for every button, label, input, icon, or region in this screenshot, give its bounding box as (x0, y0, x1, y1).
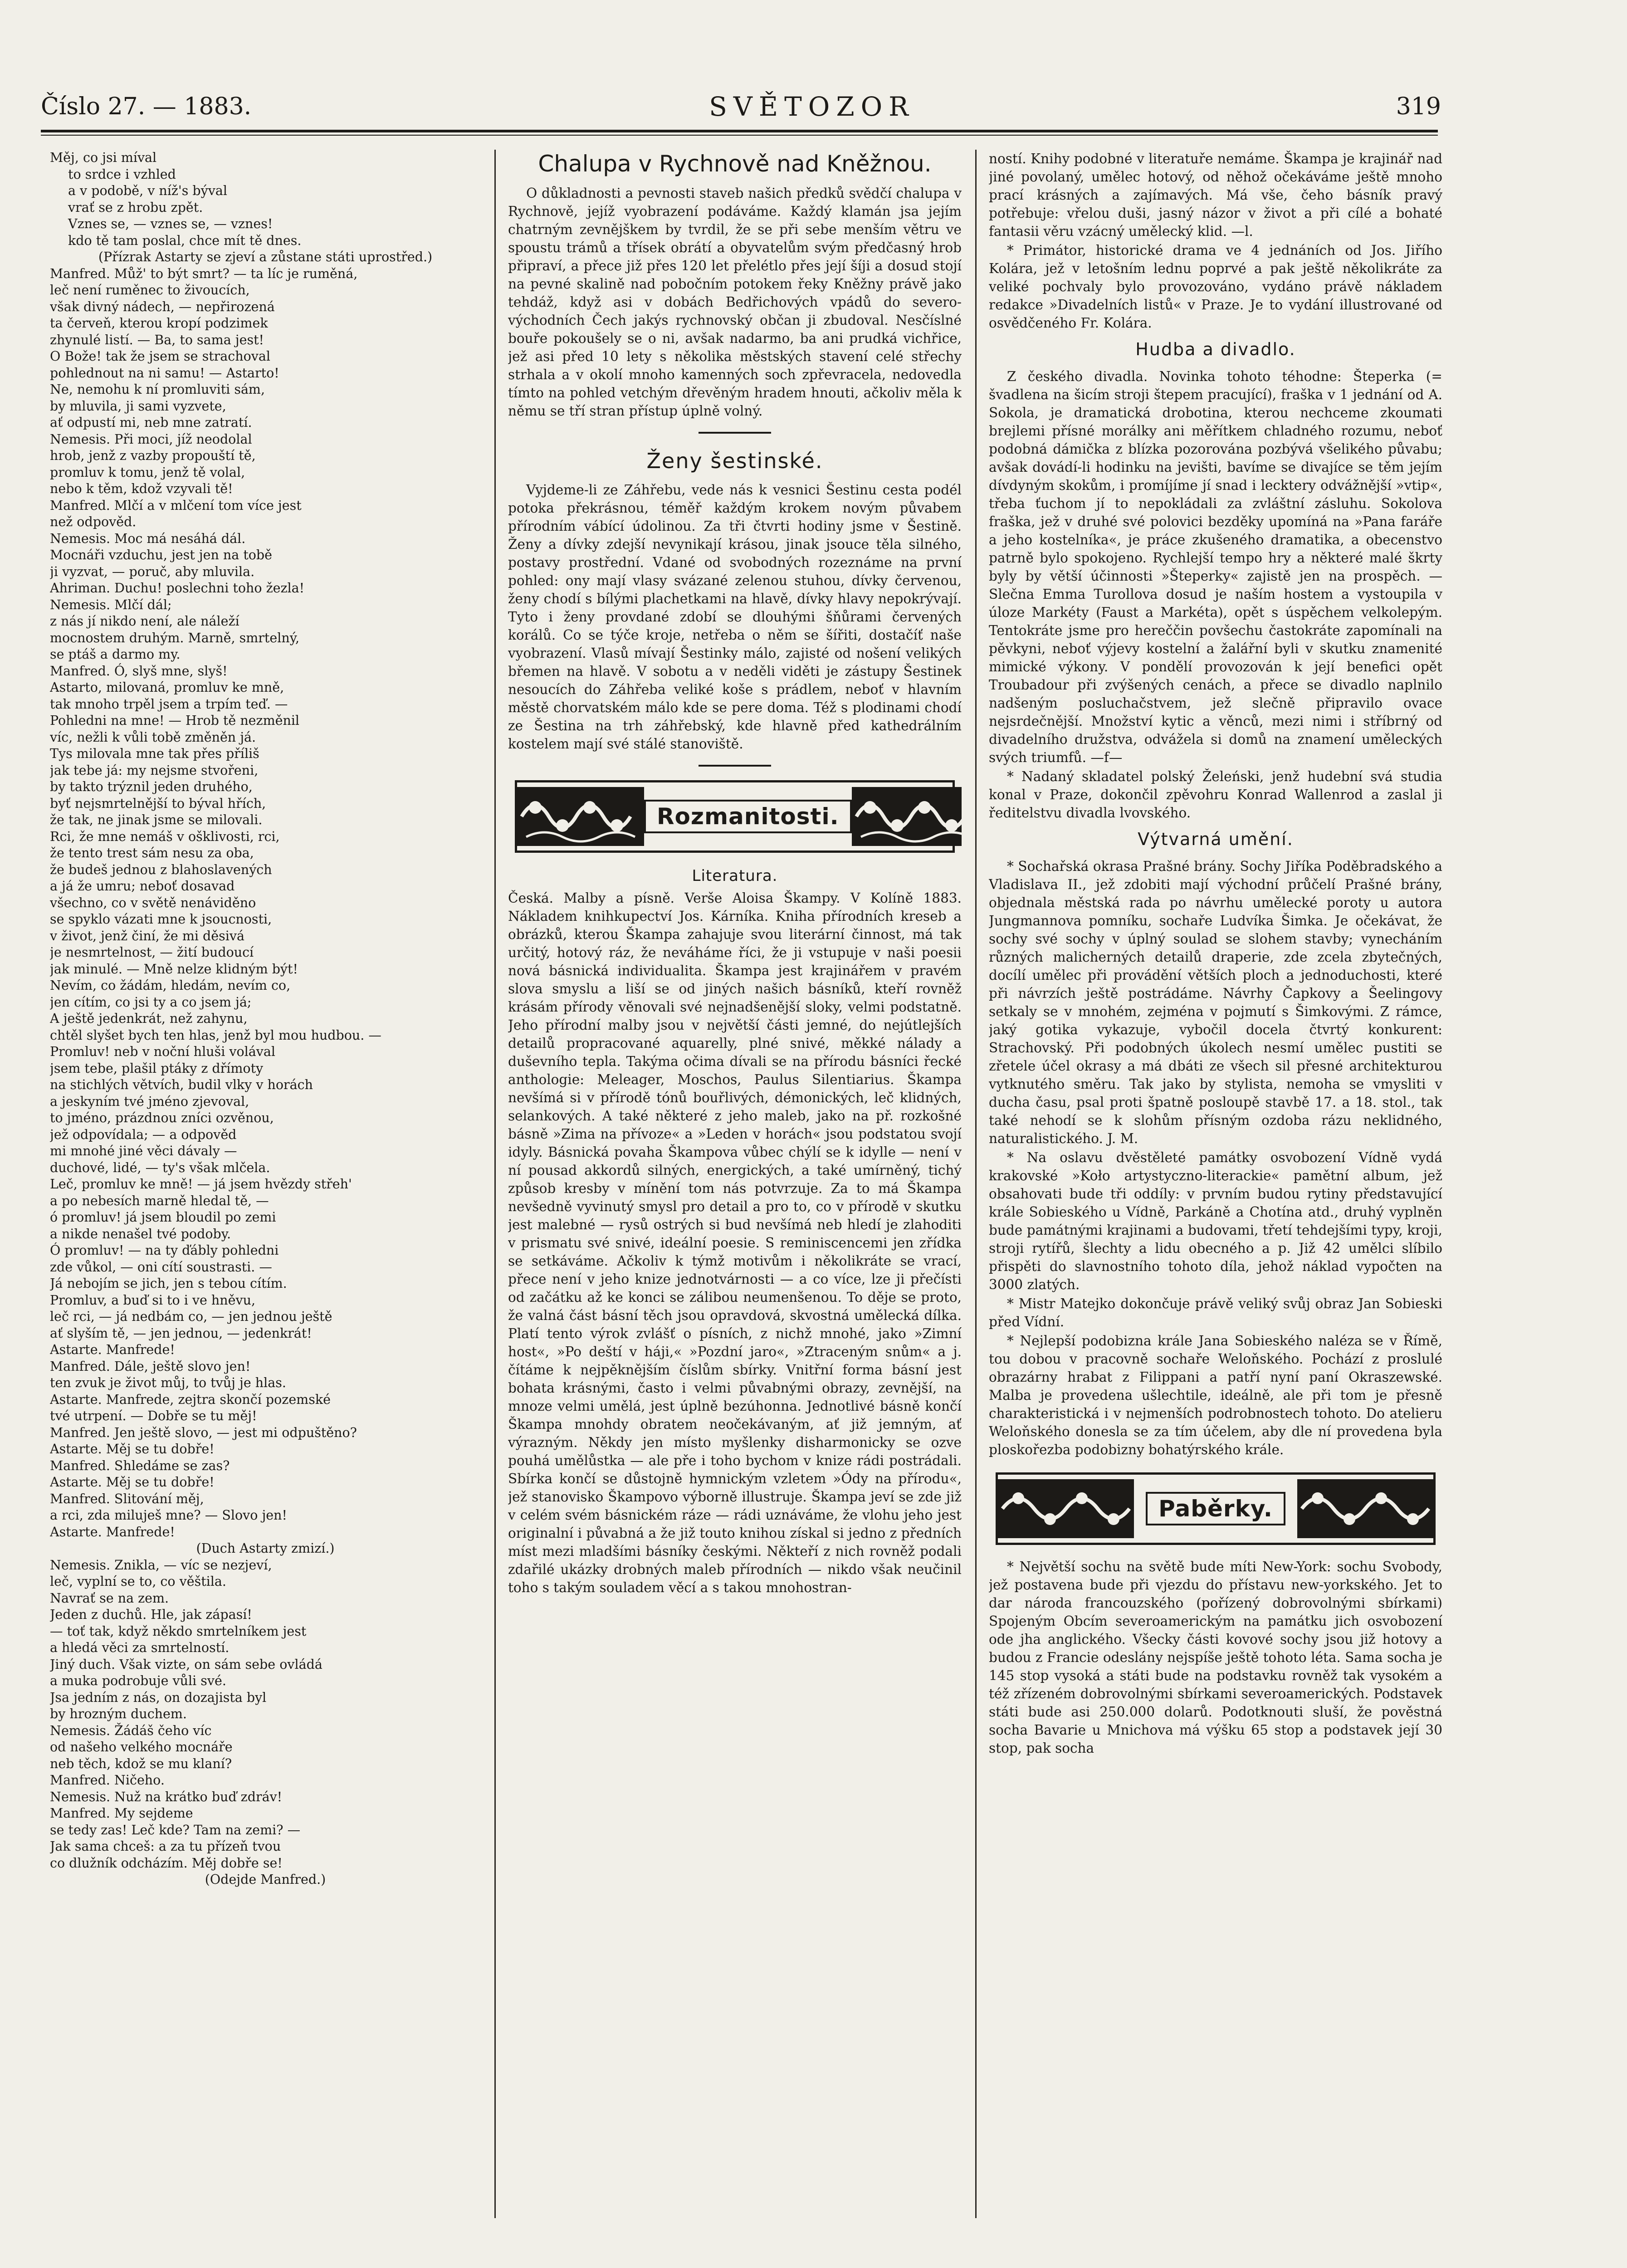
verse-line: a rci, zda miluješ mne? — Slovo jen! (50, 1508, 287, 1523)
verse-line: chtěl slyšet bych ten hlas, jenž byl mou hudbou. — (50, 1027, 381, 1043)
verse-line: ó promluv! já jsem bloudil po zemi (50, 1210, 276, 1225)
verse-line: a po nebesích marně hledal tě, — (50, 1193, 269, 1208)
verse-line: Astarte. Měj se tu dobře! (50, 1475, 215, 1490)
verse-line: Manfred. Ničeho. (50, 1773, 165, 1788)
verse-line: Manfred. Ó, slyš mne, slyš! (50, 663, 228, 679)
verse-line: nebo k těm, kdož vzyvali tě! (50, 481, 233, 496)
article-text: Z českého divadla. Novinka tohoto téhodne: Šteperka (= švadlena na šicím stroji štepem pracující), fraška v 1 jednání od A. Sokola, je dramatická drobotina, kterou nechceme zkoumati brejlemi přísné morálky ani měřítkem chladného rozumu, neboť podobná dámička z blízka pozorována pozbývá všelikého půvabu; avšak dovádí-li hodinku na jevišti, bavíme se divajíce se těm jejím dívdyným skokům, i promíjíme jí snad i lecktery odvážnější »vtip«, třeba ťuchom jí to nepokládali za zvláštní zásluhu. Sokolova fraška, jež v druhé své polovici bezděky upomíná na »Pana faráře a jeho kostelníka«, je práce zkušeného dramatika, a obecenstvo patrně bylo spokojeno. Rychlejší tempo hry a některé malé škrty byly by větší účinnosti »Šteperky« zajistě jen na prospěch. — Slečna Emma Turollova dosud je naším hostem a vystoupila v úloze Markéty (Faust a Markéta), opět s úspěchem velkolepým. Tentokráte jsme pro hereččin povšechu častokráte zapomínali na pěvkyni, neboť výjevy kostelní a žalářní byli v skutku znamenité mimické výkony. V pondělí provozován k její benefici opět Troubadour při zvýšených cenách, a přece se divadlo naplnilo nadšeným posluchačstvem, jež slečně připravilo ovace nejsrdečnější. Množství kytic a věnců, mezi nimi i stříbrný od divadelního družstva, odvážela si domů na znamení uměleckých svých triumfů. —f— (989, 369, 1442, 765)
verse-line: že tak, ne jinak jsme se milovali. (50, 812, 263, 827)
verse-line: neb těch, kdož se mu klaní? (50, 1756, 232, 1771)
verse-line: od našeho velkého mocnáře (50, 1740, 233, 1755)
verse-line: jež odpovídala; — a odpověd (50, 1127, 237, 1142)
verse-line: Leč, promluv ke mně! — já jsem hvězdy střeh' (50, 1177, 352, 1192)
verse-line: na stichlých větvích, budil vlky v horách (50, 1077, 313, 1092)
verse-line: kdo tě tam poslal, chce mít tě dnes. (68, 233, 302, 248)
verse-line: z nás jí nikdo není, ale náleží (50, 614, 239, 629)
verse-line: všechno, co v světě nenáviděno (50, 895, 256, 910)
verse-line: Nemesis. Moc má nesáhá dál. (50, 531, 246, 546)
verse-line: Astarte. Manfrede! (50, 1524, 175, 1540)
verse-line: Manfred. Můž' to být smrt? — ta líc je ruměná, (50, 266, 358, 281)
verse-line: (Odejde Manfred.) (205, 1872, 326, 1887)
verse-line: Nemesis. Při moci, jíž neodolal (50, 431, 252, 447)
verse-line: (Duch Astarty zmizí.) (196, 1541, 335, 1556)
verse-line: se ptáš a darmo my. (50, 647, 181, 662)
article-text: * Největší sochu na světě bude míti New-York: sochu Svobody, jež postavena bude při vjezdu do přístavu new-yorkského. Jet to dar národa francouzského (pořízený dobrovolnými sbírkami) Spojeným Obcím severoamerickým na památku jich osvobození ode jha anglického. Všecky části kovové sochy jsou již hotovy a budou z Francie odeslány nejspíše ještě tohoto léta. Sama socha je 145 stop vysoká a státi bude na podstavku rovněž tak vysokém a též zřízeném dobrovolnými sbírkami severoamerických. Podstavek státi bude asi 250.000 dolarů. Podotknouti sluší, že pověstná socha Bavarie u Mnichova má výšku 65 stop a podstavek její 30 stop, pak socha (989, 1559, 1442, 1756)
verse-line: se spyklo vázati mne k jsoucnosti, (50, 912, 272, 927)
verse-line: Astarto, milovaná, promluv ke mně, (50, 680, 284, 695)
verse-line: Jak sama chceš: a za tu přízeň tvou (50, 1839, 281, 1854)
verse-line: že tento trest sám nesu za oba, (50, 846, 254, 860)
verse-line: Astarte. Manfrede, zejtra skončí pozemské (50, 1392, 331, 1407)
verse-line: zhynulé listí. — Ba, to sama jest! (50, 332, 264, 347)
section-title: Výtvarná umění. (1138, 829, 1294, 849)
verse-line: Manfred. Mlčí a v mlčení tom více jest (50, 498, 302, 513)
verse-line: a jeskyním tvé jméno zjevoval, (50, 1094, 249, 1109)
article-title: Ženy šestinské. (646, 449, 823, 473)
verse-line: leč není ruměnec to živoucích, (50, 283, 250, 298)
verse-line: Manfred. My sejdeme (50, 1806, 193, 1821)
page-number: 319 (1396, 93, 1441, 120)
verse-line: pohlednout na ni samu! — Astarto! (50, 365, 279, 381)
verse-line: Vznes se, — vznes se, — vznes! (68, 216, 273, 231)
verse-line: víc, nežli k vůli tobě změněn já. (50, 729, 256, 745)
verse-line: se tedy zas! Leč kde? Tam na zemi? — (50, 1822, 301, 1838)
verse-line: a hledá věci za smrtelností. (50, 1640, 230, 1655)
verse-line: jak minulé. — Mně nelze klidným být! (50, 961, 298, 977)
verse-line: Nemesis. Znikla, — víc se nezjeví, (50, 1557, 272, 1573)
verse-line: Ne, nemohu k ní promluviti sám, (50, 382, 265, 397)
paberky-banner (996, 1472, 1436, 1545)
verse-line: Promluv! neb v noční hluši volával (50, 1044, 275, 1059)
article-text: * Na oslavu dvěstěleté památky osvobození Vídně vydá krakovské »Koło artystyczno-literackie« pamětní album, jež obsahovati bude tři oddíly: v prvním budou rytiny představující krále Sobieského u Vídně, Parkáně a Chotína atd., druhý vyplněn bude památnými krajinami a budovami, třetí tehdejšími typy, kroji, stroji rytířů, šlechty a lidu obecného a p. Již 42 umělci slíbilo přispěti do slavnostního tohoto díla, jehož náklad vypočten na 3000 zlatých. (989, 1150, 1442, 1292)
header-rule-thin (41, 135, 1438, 136)
article-text: * Primátor, historické drama ve 4 jednáních od Jos. Jiřího Kolára, jež v letošním lednu poprvé a pak ještě několikráte za veliké pochvaly bylo provozováno, vydáno právě nákladem redakce »Divadelních listů« v Praze. Je to vydání illustrované od osvědčeného Fr. Kolára. (989, 243, 1442, 331)
verse-line: Ó promluv! — na ty ďábly pohledni (50, 1243, 279, 1258)
column-divider (975, 150, 977, 2218)
article-title: Chalupa v Rychnově nad Kněžnou. (538, 151, 932, 177)
verse-line: ten zvuk je život můj, to tvůj je hlas. (50, 1375, 286, 1390)
verse-line: jsem tebe, plašil ptáky z dřímoty (50, 1061, 264, 1076)
verse-line: O Bože! tak že jsem se strachoval (50, 349, 270, 364)
verse-line: jen cítím, co jsi ty a co jsem já; (50, 994, 252, 1010)
verse-line: Nemesis. Mlčí dál; (50, 597, 172, 612)
subsection-title: Literatura. (692, 867, 778, 885)
verse-line: by hrozným duchem. (50, 1706, 187, 1721)
verse-line: je nesmrtelnost, — žití budoucí (50, 945, 254, 960)
column-divider (494, 150, 496, 2218)
article-text: Vyjdeme-li ze Záhřebu, vede nás k vesnici Šestinu cesta podél potoka překrásnou, téměř každým krokem novým půvabem přírodním vábící údolinou. Za tři čtvrti hodiny jsme v Šestině. Ženy a dívky zdejší nevynikají krásou, jinak jsouce těla silného, postavy prostřední. Vdané od svobodných rozeznáme na první pohled: ony mají vlasy svázané zelenou stuhou, dívky červenou, ženy chodí s bílými plachetkami na hlavě, dívky hlavy nepokrývají. Tyto i ženy provdané zdobí se dlouhými šňůrami červených korálů. Co se týče kroje, netřeba o něm se šířiti, dostačíť naše vyobrazení. Vlasů mívají Šestinky málo, zajisté od nošení velikých břemen na hlavě. V sobotu a v neděli viděti je zástupy Šestinek nesoucích do Záhřeba veliké koše s prádlem, neboť v hlavním městě chorvatském málo kde se pere doma. Též s plodinami chodí ze Šestina na trh záhřebský, kde hlavně před kathedrálním kostelem mají své stálé stanoviště. (508, 482, 962, 752)
issue-number: Číslo 27. — 1883. (41, 93, 252, 120)
verse-line: Navrať se na zem. (50, 1590, 169, 1606)
verse-line: než odpověd. (50, 514, 137, 529)
section-title: Hudba a divadlo. (1135, 339, 1296, 359)
article-text: O důkladnosti a pevnosti staveb našich předků svědčí chalupa v Rychnově, jejíž vyobrazení podáváme. Každý klamán jsa jejím chatrným zevnějškem by tvrdil, že se při sebe menším větru ve spoustu trámů a třísek obrátí a obyvatelům svým předčasný hrob připraví, a přece již přes 120 let přelétlo přes její šíji a dosud stojí na pevné skalině nad pobočním potokem řeky Kněžny právě jako tehdáž, když asi v dobách Bedřichových vpádů do severo-východních Čech jakýs rychnovský občan ji zbudoval. Nesčíslné bouře pokoušely se o ni, avšak nadarmo, ba ani prudká vichřice, jež asi před 10 lety s několika městských stavení celé střechy strhala a v okolí mnoho kamenných soch zpřevracela, nedovedla tímto na pohled vetchým dřevěným hradem hnouti, ačkoliv měla k němu se tří stran přístup úplně volný. (508, 186, 962, 419)
verse-line: Nemesis. Žádáš čeho víc (50, 1723, 212, 1738)
verse-line: hrob, jenž z vazby propouští tě, (50, 448, 256, 463)
verse-column (50, 150, 481, 2248)
verse-line: Jeden z duchů. Hle, jak zápasí! (50, 1607, 252, 1622)
article-text: Česká. Malby a písně. Verše Aloisa Škampy. V Kolíně 1883. Nákladem knihkupectví Jos. Kárníka. Kniha přírodních kreseb a obrázků, kterou Škampa zahajuje svou literární činnost, má tak určitý, hotový ráz, že neváháme říci, že ji vstupuje v naši poesii nová básnická individualita. Škampa jest krajinářem v pravém slova smyslu a liší se od jiných našich básníků, kteří rovněž krásám přírody věnovali své nejnadšenější sloky, velmi podstatně. Jeho přírodní malby jsou v největší části jemné, do nejútlejších detailů propracované aquarelly, plné snivé, měkké nálady a duševního tepla. Takýma očima dívali se na přírodu básníci řecké anthologie: Meleager, Moschos, Paulus Silentiarius. Škampa nevšímá si v přírodě tónů bouřlivých, démonických, leč klidných, selankových. A také některé z jeho maleb, jako na př. rozkošné básně »Zima na přívoze« a »Leden v horách« jsou podstatou svojí idyly. Básnická povaha Škampova vůbec chýlí se k idylle — není v ní pousad akkordů silných, energických, a také umírněný, tichý způsob kresby v mínění tom nás potvrzuje. Za to má Škampa nevšedně vyvinutý smysl pro detail a pro to, co v přírodě v skutku jest malebné — rysů ostrých si bud nevšímá neb hledí je zlahoditi v prismatu své snivé, ideální poesie. S reminiscencemi jen zřídka se setkáváme. Ačkoliv k týmž motivům i několikráte se vrací, přece není v jeho knize jednotvárnosti — a co více, lze ji přečísti od začátku až ke konci se zálibou neumenšenou. To děje se proto, že valná část básní těch jsou opravdová, skvostná umělecká dílka. Platí tento výrok zvlášť o písních, z nichž mnohé, jako »Zimní host«, »Po deští v háji,« »Pozdní jaro«, »Ztraceným snům« a j. čítáme k nejpěknějším číslům sbírky. Vnitřní forma básní jest bohata krásnými, často i velmi půvabnými obrazy, zevnější, na mnoze velmi umělá, jest úplně bezúhonna. Jednotlivé básně končí Škampa mnohdy obratem neočekávaným, ať již jemným, ať výrazným. Někdy jen místo myšlenky disharmonicky se ozve pouhá umělůstka — ale pře i toho bychom v knize rádi postrádali. Sbírka končí se důstojně hymnickým vzletem »Ódy na přírodu«, jež stanovisko Škampovo výborně illustruje. Škampa jeví se zde již v celém svém básnickém ráze — rádi uznáváme, že vlohu jeho jest originalní i půvabná a že již touto knihou získal si jedno z předních míst mezi mladšími básníky českými. Někteří z nich rovněž podali zdařilé ukázky drobných maleb přírodních — nikdo však neučinil toho s takým souladem věcí a s takou mnohostran- (508, 890, 962, 1595)
verse-line: Jiný duch. Však vizte, on sám sebe ovládá (50, 1657, 322, 1672)
verse-line: Manfred. Dále, ještě slovo jen! (50, 1359, 251, 1374)
verse-line: a nikde nenašel tvé podoby. (50, 1226, 231, 1242)
header-rule-thick (41, 130, 1438, 132)
verse-line: jak tebe já: my nejsme stvořeni, (50, 763, 259, 778)
article-text: * Nejlepší podobizna krále Jana Sobieského naléza se v Římě, tou dobou v pracovně sochaře Weloňského. Pochází z proslulé obrazárny hrabat z Filippani a patří nyní paní Okraszewské. Malba je provedena ušlechtile, ideálně, ale při tom je přesně charakteristická i v nejmenších podrobnostech tohoto. Do atelieru Weloňského donesla se za tím účelem, aby dle ní provedena byla ploskořezba podobizny bohatýrského krále. (989, 1333, 1442, 1457)
verse-line: zde vůkol, — oni cítí soustrasti. — (50, 1259, 272, 1275)
verse-line: Nemesis. Nuž na krátko buď zdráv! (50, 1789, 283, 1804)
verse-line: co dlužník odcházím. Měj dobře se! (50, 1855, 283, 1871)
verse-line: by takto trýznil jeden druhého, (50, 779, 253, 794)
verse-line: Rci, že mne nemáš v ošklivosti, rci, (50, 829, 280, 844)
verse-line: Manfred. Shledáme se zas? (50, 1458, 230, 1473)
verse-line: tak mnoho trpěl jsem a trpím teď. — (50, 696, 288, 712)
verse-line: ať odpustí mi, neb mne zatratí. (50, 415, 252, 430)
verse-line: ať slyším tě, — jen jednou, — jedenkrát! (50, 1325, 312, 1341)
banner-label: Paběrky. (1146, 1492, 1285, 1525)
verse-line: Měj, co jsi míval (50, 150, 157, 165)
verse-line: Pohledni na mne! — Hrob tě nezměnil (50, 713, 300, 728)
verse-line: byť nejsmrtelnější to býval hřích, (50, 796, 266, 811)
right-column (989, 150, 1442, 2248)
floral-ornament-icon (998, 1475, 1134, 1543)
verse-line: duchové, lidé, — ty's však mlčela. (50, 1160, 270, 1175)
verse-line: Manfred. Jen ještě slovo, — jest mi odpuštěno? (50, 1425, 357, 1440)
article-text: * Mistr Matejko dokončuje právě veliký svůj obraz Jan Sobieski před Vídní. (989, 1296, 1442, 1330)
verse-line: a v podobě, v níž's býval (68, 183, 227, 198)
floral-ornament-icon (1297, 1475, 1433, 1543)
verse-line: mocnostem druhým. Marně, smrtelný, (50, 630, 300, 645)
verse-line: ji vyzvat, — poruč, aby mluvila. (50, 564, 255, 579)
verse-line: leč, vyplní se to, co věštila. (50, 1574, 226, 1589)
banner-label: Rozmanitosti. (644, 800, 852, 833)
verse-line: v život, jenž činí, že mi děsivá (50, 928, 245, 943)
verse-line: Manfred. Slitování měj, (50, 1491, 204, 1506)
verse-line: a muka podrobuje vůli své. (50, 1673, 226, 1688)
verse-line: A ještě jedenkrát, než zahynu, (50, 1011, 248, 1026)
rozmanitosti-banner (515, 780, 955, 853)
verse-line: Jsa jedním z nás, on dozajista byl (50, 1690, 267, 1705)
verse-line: ta červeň, kterou kropí podzimek (50, 316, 268, 331)
article-text: ností. Knihy podobné v literatuře nemáme. Škampa je krajinář nad jiné povolaný, umělec hotový, od něhož očekáváme ještě mnoho prací krásných a zajímavých. Má vše, čeho básník pravý potřebuje: vřelou duši, jasný názor v život a při cílé a bohaté fantasii věru vzácný umělecký klid. —l. (989, 151, 1442, 239)
verse-line: Tys milovala mne tak přes příliš (50, 746, 259, 761)
verse-line: Nevím, co žádám, hledám, nevím co, (50, 978, 291, 993)
verse-line: Ahriman. Duchu! poslechni toho žezla! (50, 581, 305, 596)
verse-line: však divný nádech, — nepřirozená (50, 299, 275, 314)
verse-line: Astarte. Manfrede! (50, 1342, 175, 1357)
verse-line: promluv k tomu, jenž tě volal, (50, 464, 245, 480)
masthead-title: SVĚTOZOR (709, 91, 915, 122)
floral-ornament-icon (852, 782, 962, 850)
article-text: * Nadaný skladatel polský Želeński, jenž hudební svá studia konal v Praze, dokončil zpěvohru Konrad Wallenrod a zaslal ji ředitelstvu divadla lvovského. (989, 769, 1442, 821)
verse-line: by mluvila, ji sami vyzvete, (50, 398, 226, 414)
middle-column (508, 150, 962, 2248)
article-text: * Sochařská okrasa Prašné brány. Sochy Jiříka Poděbradského a Vladislava II., jež zdobiti mají východní průčelí Prašné brány, objednala městská rada po návrhu umělecké poroty u autora Jungmannova pomníku, sochaře Ludvíka Šimka. Je očekávat, že sochy své sochy v úplný soulad se slohem stavby; vynecháním různých malicherných detailů draperie, zde zcela zbytečných, docílí umělec při provádění větších ploch a jednoduchosti, které při návrzích ještě postrádáme. Návrhy Čapkovy a Šeelingovy setkaly se v mnohém, zejména v pojmutí s Šimkovými. Z rámce, jaký gotika vykazuje, vybočil docela čtvrtý konkurent: Strachovský. Při podobných úkolech nesmí umělec pustiti se zřetele účel okrasy a má dbáti ze všech sil přesné architekturou vytknutého směru. Tak jako by stylista, nemoha se vmysliti v ducha času, psal proti špatně posloupě stavbě 17. a 18. stol., tak také nehodí se k slohům přísným ozdoba rázu neklidného, naturalistického. J. M. (989, 859, 1442, 1146)
section-divider (699, 765, 771, 767)
verse-line: to srdce i vzhled (68, 166, 176, 182)
verse-line: a já že umru; neboť dosavad (50, 879, 235, 894)
verse-line: Mocnáři vzduchu, jest jen na tobě (50, 547, 273, 562)
verse-line: Astarte. Měj se tu dobře! (50, 1442, 215, 1457)
verse-line: tvé utrpení. — Dobře se tu měj! (50, 1408, 257, 1423)
verse-line: Promluv, a buď si to i ve hněvu, (50, 1292, 256, 1308)
verse-line: Já nebojím se jich, jen s tebou cítím. (50, 1276, 287, 1291)
verse-line: vrať se z hrobu zpět. (68, 200, 203, 215)
section-divider (699, 432, 771, 434)
verse-line: to jméno, prázdnou zníci ozvěnou, (50, 1110, 274, 1125)
verse-line: — toť tak, když někdo smrtelníkem jest (50, 1623, 307, 1639)
floral-ornament-icon (517, 782, 644, 850)
verse-line: mi mnohé jiné věci dávaly — (50, 1144, 237, 1158)
verse-line: že budeš jednou z blahoslavených (50, 862, 272, 877)
verse-line: (Přízrak Astarty se zjeví a zůstane státi uprostřed.) (98, 249, 433, 264)
verse-line: leč rci, — já nedbám co, — jen jednou ještě (50, 1309, 332, 1324)
